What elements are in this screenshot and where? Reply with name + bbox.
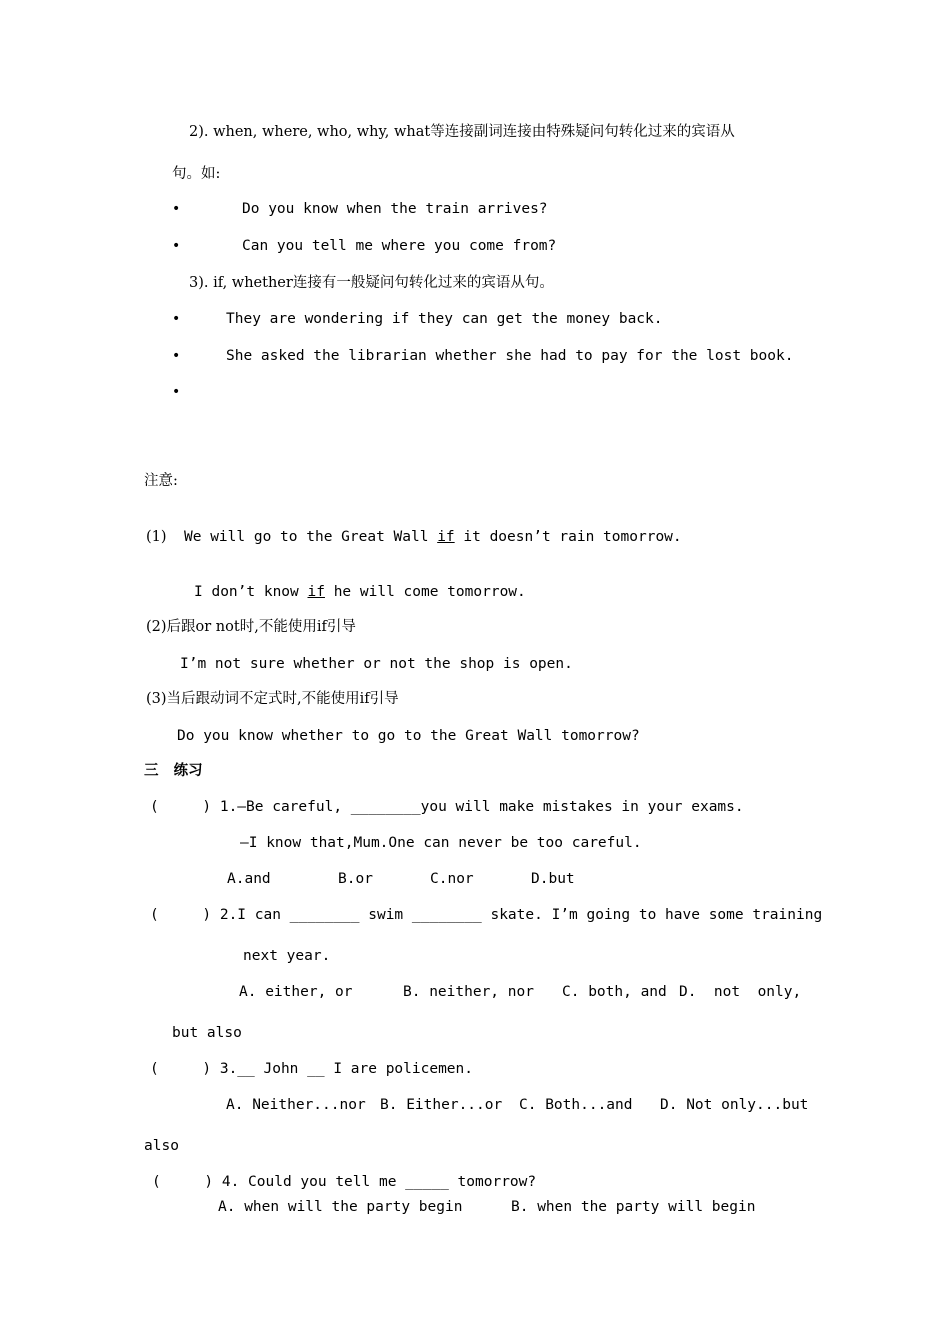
note-2-example: I’m not sure whether or not the shop is open.: [180, 656, 573, 672]
note-1-post: it doesn’t rain tomorrow.: [454, 529, 682, 545]
question-2-continued: next year.: [243, 948, 331, 964]
item-2-line-2: 句。如:: [172, 166, 221, 182]
note-2: (2)后跟or not时,不能使用if引导: [146, 619, 356, 635]
note-1: [146, 527, 682, 547]
q1-option-d: D.but: [531, 871, 575, 887]
q1-option-b: B.or: [338, 871, 373, 887]
q2-option-a: A. either, or: [239, 984, 353, 1000]
item-3: 3). if, whether连接有一般疑问句转化过来的宾语从句。: [189, 275, 554, 291]
example-4: She asked the librarian whether she had to pay for the lost book.: [226, 348, 794, 364]
example-1: Do you know when the train arrives?: [242, 201, 548, 217]
note-3: (3)当后跟动词不定式时,不能使用if引导: [146, 691, 399, 707]
bullet-1: •: [172, 201, 181, 217]
q4-option-b: B. when the party will begin: [511, 1199, 756, 1215]
question-2: ( ) 2.I can ________ swim ________ skate. I’m going to have some training: [150, 907, 823, 923]
bullet-5: •: [172, 384, 181, 400]
question-1: ( ) 1.—Be careful, ________you will make mistakes in your exams.: [150, 799, 744, 815]
note-1-pre: We will go to the Great Wall: [184, 529, 438, 545]
note-1b-pre: I don’t know: [194, 584, 308, 600]
note-1b-post: he will come tomorrow.: [324, 584, 526, 600]
example-3: They are wondering if they can get the money back.: [226, 311, 663, 327]
note-1-if: if: [437, 529, 455, 545]
notes-heading: 注意:: [144, 473, 178, 489]
example-2: Can you tell me where you come from?: [242, 238, 557, 254]
q2-option-d: D. not only,: [679, 984, 802, 1000]
question-4: ( ) 4. Could you tell me _____ tomorrow?: [152, 1174, 537, 1190]
exercise-heading: 三 练习: [144, 762, 203, 779]
q2-option-b: B. neither, nor: [403, 984, 534, 1000]
q3-option-d: D. Not only...but: [660, 1097, 809, 1113]
item-2-line-1: 2). when, where, who, why, what等连接副词连接由特殊疑问句转化过来的宾语从: [189, 124, 735, 140]
bullet-2: •: [172, 238, 181, 254]
note-1-label: (1): [146, 529, 167, 545]
bullet-3: •: [172, 311, 181, 327]
bullet-4: •: [172, 348, 181, 364]
note-1b-if: if: [307, 584, 325, 600]
q2-option-c: C. both, and: [562, 984, 667, 1000]
q1-option-a: A.and: [227, 871, 271, 887]
note-3-example: Do you know whether to go to the Great Wall tomorrow?: [177, 728, 640, 744]
q1-option-c: C.nor: [430, 871, 474, 887]
q2-option-d-continued: but also: [172, 1025, 242, 1041]
question-1-reply: —I know that,Mum.One can never be too careful.: [240, 835, 642, 851]
q4-option-a: A. when will the party begin: [218, 1199, 463, 1215]
question-3: ( ) 3.__ John __ I are policemen.: [150, 1061, 474, 1077]
q3-option-c: C. Both...and: [519, 1097, 633, 1113]
q3-option-d-continued: also: [144, 1138, 179, 1154]
note-1-example: [194, 582, 526, 602]
q3-option-a: A. Neither...nor: [226, 1097, 366, 1113]
q3-option-b: B. Either...or: [380, 1097, 503, 1113]
